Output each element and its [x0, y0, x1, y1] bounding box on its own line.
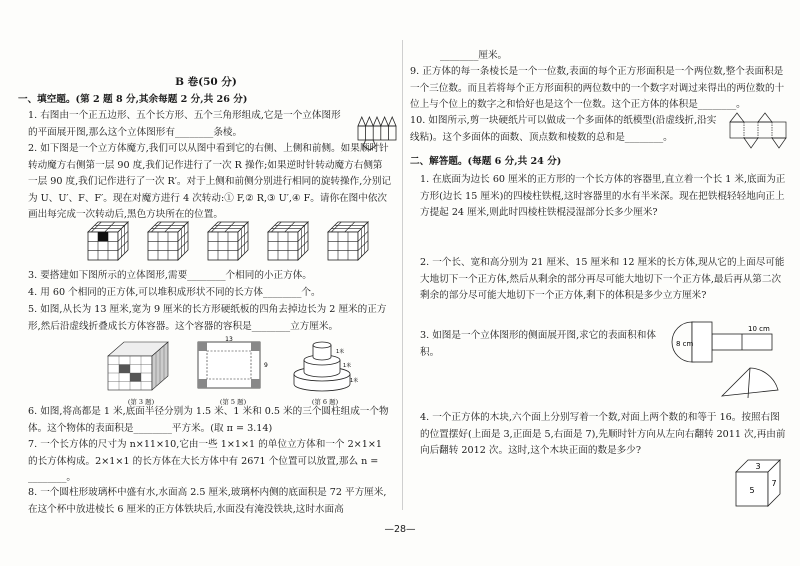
column-divider — [402, 40, 403, 510]
polyhedron-net-figure — [728, 110, 788, 154]
cube-top-number: 3 — [755, 462, 761, 471]
caption-q6: (第 6 题) — [311, 398, 339, 406]
label-13: 13 — [225, 336, 233, 343]
question-10: 10. 如图所示,剪一块硬纸片可以做成一个多面体的纸模型(沿虚线折,沿实线粘)。这个多面体的面数、顶点数和棱数的总和是________。 — [410, 115, 717, 143]
cube-right-number: 7 — [771, 479, 777, 488]
problem-2: 2. 一个长、宽和高分别为 21 厘米、15 厘米和 12 厘米的长方体,现从它的上面尽可能大地切下一个正方体,然后从剩余的部分再尽可能大地切下一个正方体,最后再从第二次剩余的部分尽可能大地切下一个正方体,剩下的体积是多少立方厘米? — [420, 257, 785, 302]
fill-blank-heading: 一、填空题。(第 2 题 8 分,其余每题 2 分,共 26 分) — [18, 94, 248, 105]
problem-1: 1. 在底面为边长 60 厘米的正方形的一个长方体的容器里,直立着一个长 1 米,底面为正方形(边长 15 厘米)的四棱柱铁棍,这时容器里的水有半米深。现在把铁棍轻轻地向正上方提起 24 厘米,则此时四棱柱铁棍浸湿部分长多少厘米? — [420, 174, 786, 219]
cube-front-number: 5 — [749, 486, 755, 495]
section-title: B 卷(50 分) — [175, 76, 237, 88]
label-9: 9 — [264, 362, 268, 369]
label-1m-mid: 1米 — [343, 363, 352, 369]
question-6: 6. 如图,将高都是 1 米,底面半径分别为 1.5 米、1 米和 0.5 米的三个圆柱组成一个物体。这个物体的表面积是________平方米。(取 π = 3.14) — [28, 406, 389, 434]
rubiks-cube-figures — [86, 221, 386, 261]
label-10cm: 10 cm — [748, 325, 770, 333]
numbered-cube-figure — [732, 456, 784, 512]
question-3: 3. 要搭建如下图所示的立体图形,需要________个相同的小正方体。 — [28, 270, 312, 281]
question-9: 9. 正方体的每一条棱长是一个一位数,表面的每个正方形面积是一个两位数,整个表面积是一个三位数。而且若将每个正方形面积的两位数中的一个数字对调过来得出的两位数的十位上与个位上的数字之和恰好也是这个一位数。这个正方体的体积是________。 — [410, 66, 785, 111]
question-7: 7. 一个长方体的尺寸为 n×11×10,它由一些 1×1×1 的单位立方体和一个 2×1×1 的长方体构成。2×1×1 的长方体在大长方体中有 2671 个位置可以放置,那么 n = ________。 — [28, 439, 382, 484]
staircase-cubes-figure — [104, 336, 178, 394]
caption-q3: (第 3 题) — [127, 398, 155, 406]
side-net-figure — [678, 316, 790, 406]
label-8cm: 8 cm — [676, 340, 694, 348]
problem-4: 4. 一个正方体的木块,六个面上分别写着一个数,对面上两个数的和等于 16。按照右图的位置摆好(上面是 3,正面是 5,右面是 7),先顺时针方向从左向右翻转 2011 次,再由前向后翻转 2012 次。这时,这个木块正面的数是多少? — [420, 412, 786, 457]
stacked-cylinders-figure — [288, 330, 358, 394]
question-4: 4. 用 60 个相同的正方体,可以堆积成形状不同的长方体________个。 — [28, 287, 321, 298]
question-2: 2. 如下图是一个立方体魔方,我们可以从图中看到它的右侧、上侧和前侧。如果顺时针转动魔方右侧第一层 90 度,我们记作进行了一次 R 操作;如果逆时针转动魔方右侧第一层 90 度,我们记作进行了一次 R′。对于上侧和前侧分别进行相同的旋转操作,分别记为 U、U′、F、F′。现在对魔方进行 4 次转动:① F,② R,③ U′,④ F。请你在图中依次画出每完成一次转动后,黑色方块所在的位置。 — [28, 143, 392, 221]
question-8: 8. 一个圆柱形玻璃杯中盛有水,水面高 2.5 厘米,玻璃杯内侧的底面积是 72 平方厘米,在这个杯中放进棱长 6 厘米的正方体铁块后,水面没有淹没铁块,这时水面高 — [28, 487, 387, 515]
black-square — [98, 232, 108, 241]
caption-q5: (第 5 题) — [219, 398, 247, 406]
label-1m-bottom: 1米 — [350, 378, 359, 384]
cardboard-figure — [194, 336, 272, 394]
question-5: 5. 如图,从长为 13 厘米,宽为 9 厘米的长方形硬纸板的四角去掉边长为 2 厘米的正方形,然后沿虚线折叠成长方体容器。这个容器的容积是________立方厘米。 — [28, 304, 387, 332]
question-1: 1. 右图由一个正五边形、五个长方形、五个三角形组成,它是一个立体图形的平面展开图,那么这个立体图形有________条棱。 — [28, 110, 341, 138]
page-number: —28— — [384, 524, 416, 535]
label-1m-top: 1米 — [336, 349, 345, 355]
problem-3: 3. 如图是一个立体图形的侧面展开图,求它的表面积和体积。 — [420, 330, 656, 358]
question-8-continued: ________厘米。 — [440, 50, 508, 61]
answer-heading: 二、解答题。(每题 6 分,共 24 分) — [410, 156, 562, 167]
